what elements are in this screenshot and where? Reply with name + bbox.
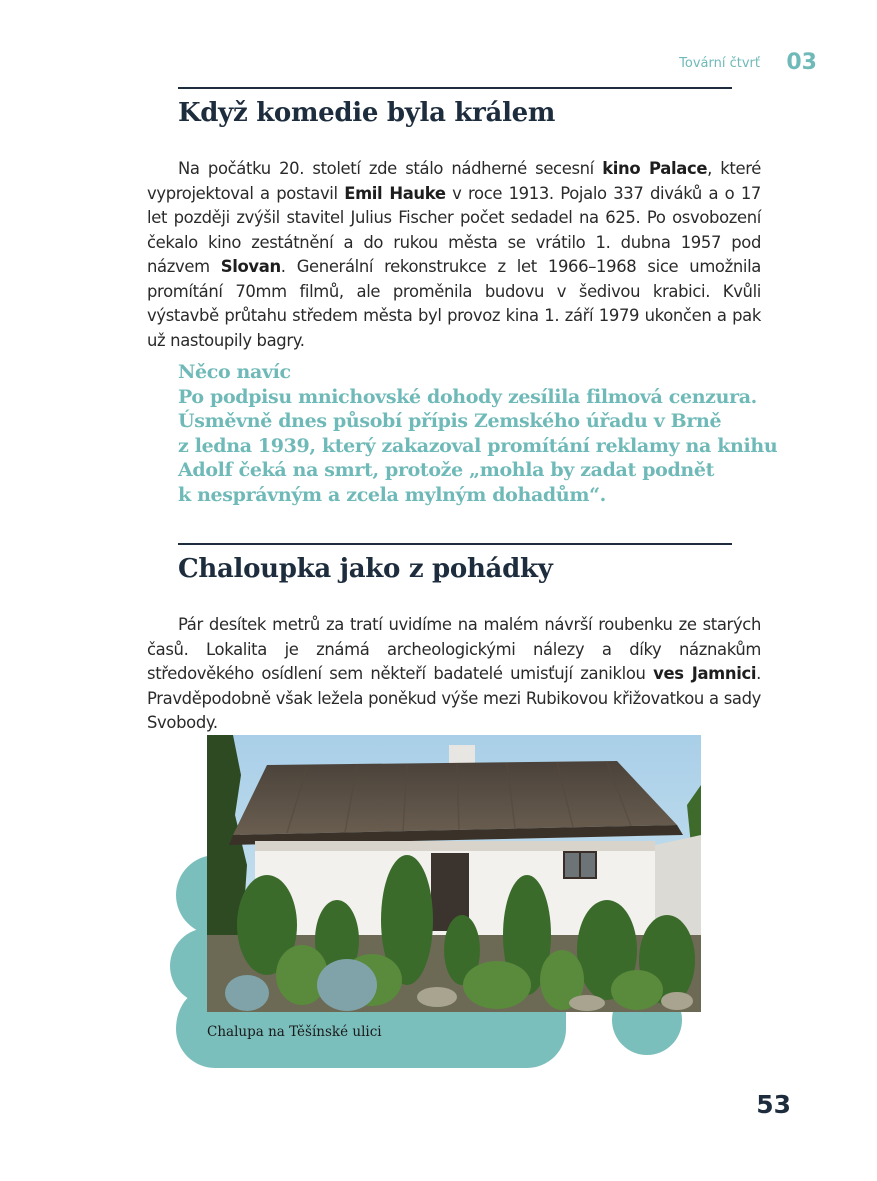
paragraph-text: Pár desítek metrů za tratí uvidíme na malém návrší roubenku ze starých časů. Lokalita je známá archeologickými nálezy a díky náznakům středověkého osídlení sem někteří badatelé umisťují zaniklou	[147, 615, 761, 683]
extra-info-line: Adolf čeká na smrt, protože „mohla by zadat podnět	[178, 459, 715, 482]
paragraph-text: , které vyprojektoval a postavil	[147, 159, 761, 203]
paragraph-text: . Pravděpodobně však ležela poněkud výše mezi Rubikovou křižovatkou a sady Svobody.	[147, 664, 761, 732]
emphasized-term: Slovan	[220, 257, 281, 276]
extra-info-line: Úsměvně dnes působí přípis Zemského úřadu v Brně	[178, 410, 722, 433]
section1-paragraph	[147, 157, 761, 353]
emphasized-term: Emil Hauke	[344, 183, 446, 203]
cottage-photo	[207, 735, 701, 1012]
running-header-chapter-number: 03	[786, 50, 817, 75]
section-title-komedie: Když komedie byla králem	[178, 98, 556, 128]
extra-info-box	[178, 360, 778, 508]
paragraph-text: v roce 1913. Pojalo 337 diváků a o 17 let později zvýšil stavitel Julius Fischer počet sedadel na 625. Po osvobození čekalo kino zestátnění a do rukou města se vrátilo 1. dubna 1957 pod názvem	[147, 183, 761, 276]
paragraph-text: . Generální rekonstrukce z let 1966–1968 sice umožnila promítání 70mm filmů, ale proměnila budovu v šedivou krabici. Kvůli výstavbě průtahu středem města byl provoz kina 1. září 1979 ukončen a pak už nastoupily bagry.	[147, 257, 762, 350]
section2-paragraph	[147, 613, 761, 736]
extra-info-line: z ledna 1939, který zakazoval promítání reklamy na knihu	[178, 434, 778, 457]
emphasized-term: ves Jamnici	[653, 664, 757, 683]
extra-info-heading: Něco navíc	[178, 361, 291, 383]
emphasized-term: kino Palace	[602, 159, 708, 178]
section-title-chaloupka: Chaloupka jako z pohádky	[178, 554, 553, 584]
extra-info-line: Po podpisu mnichovské dohody zesílila filmová cenzura.	[178, 385, 757, 408]
paragraph-text: Na počátku 20. století zde stálo nádherné secesní	[178, 159, 603, 178]
section-divider	[178, 87, 732, 89]
section-divider	[178, 543, 732, 545]
extra-info-line: k nesprávným a zcela mylným dohadům“.	[178, 483, 606, 506]
photo-caption: Chalupa na Těšínské ulici	[207, 1024, 382, 1040]
running-header-chapter-title: Tovární čtvrť	[679, 56, 760, 71]
page-number: 53	[756, 1090, 791, 1119]
